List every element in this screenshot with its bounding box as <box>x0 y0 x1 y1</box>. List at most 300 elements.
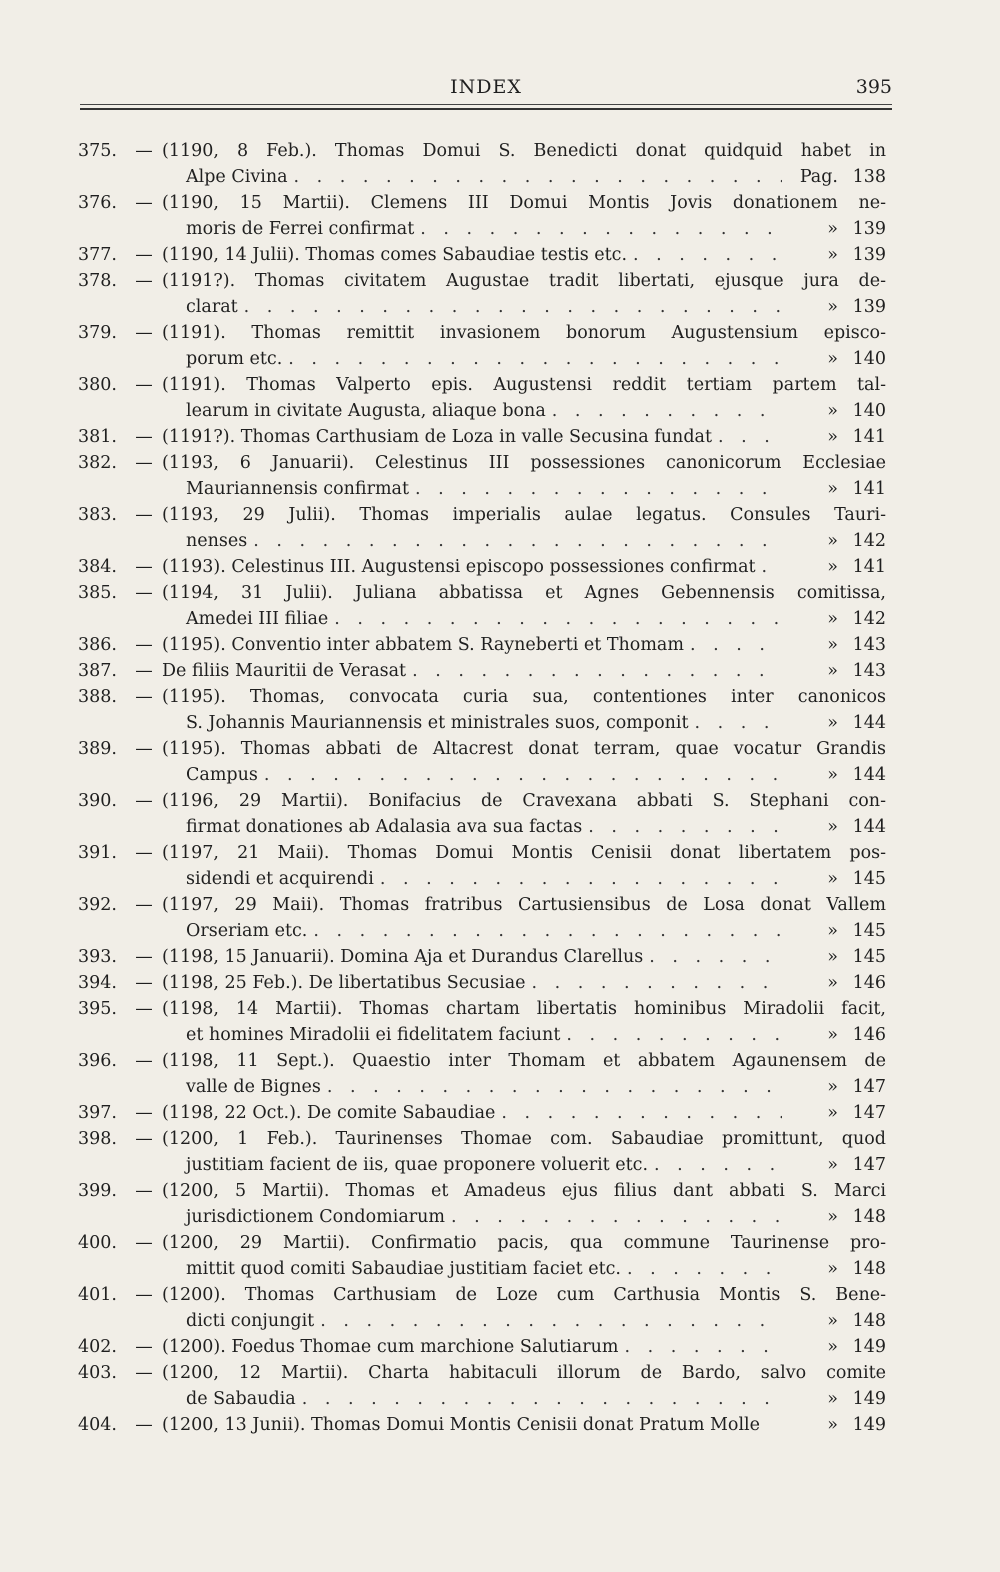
page-reference-mark: » <box>827 609 838 629</box>
page-reference-mark: » <box>827 765 838 785</box>
entry-number: 378. <box>78 271 117 291</box>
index-entry <box>78 372 886 424</box>
entry-dash: — <box>135 999 153 1019</box>
entry-line <box>78 840 886 866</box>
entry-line <box>78 1334 886 1360</box>
entry-indent <box>78 710 186 736</box>
page-reference-mark: » <box>827 1103 838 1123</box>
page-title: INDEX <box>450 76 522 98</box>
entry-text: learum in civitate Augusta, aliaque bona <box>186 401 546 421</box>
leader-dots <box>296 1386 782 1412</box>
leader-dots <box>627 242 782 268</box>
entry-dash: — <box>135 245 153 265</box>
entry-dash: — <box>135 1129 153 1149</box>
entry-text: (1200, 12 Martii). Charta habitaculi illorum de Bardo, salvo comite <box>162 1363 886 1383</box>
entry-page-number: 141 <box>852 557 886 577</box>
entry-text: (1193, 6 Januarii). Celestinus III possessiones canonicorum Ecclesiae <box>162 453 886 473</box>
entry-dash: — <box>135 1285 153 1305</box>
entry-indent <box>78 814 186 840</box>
leader-dots <box>618 1334 782 1360</box>
page-reference-mark: » <box>827 1077 838 1097</box>
page-reference-mark: » <box>827 869 838 889</box>
entry-dash: — <box>135 557 153 577</box>
entry-line <box>78 736 886 762</box>
leader-dots <box>445 1204 782 1230</box>
entry-text: Campus <box>186 765 258 785</box>
entry-text: (1200). Foedus Thomae cum marchione Salutiarum <box>162 1337 619 1357</box>
leader-dots <box>238 294 782 320</box>
entry-dash: — <box>135 791 153 811</box>
index-entry <box>78 684 886 736</box>
leader-dots <box>314 1308 782 1334</box>
entry-line <box>78 1256 886 1282</box>
entry-page-number: 147 <box>852 1077 886 1097</box>
entry-dash: — <box>135 583 153 603</box>
entry-line <box>78 554 886 580</box>
entry-line <box>78 892 886 918</box>
entry-number: 399. <box>78 1181 117 1201</box>
entry-page-number: 149 <box>852 1337 886 1357</box>
entry-page-number: 145 <box>852 921 886 941</box>
entry-line <box>78 684 886 710</box>
index-entry <box>78 1230 886 1282</box>
index-entry <box>78 970 886 996</box>
entry-number: 395. <box>78 999 117 1019</box>
leader-dots <box>526 970 782 996</box>
entry-indent <box>78 346 186 372</box>
entry-text: (1191). Thomas remittit invasionem bonorum Augustensium episco- <box>162 323 886 343</box>
entry-dash: — <box>135 271 153 291</box>
index-entry <box>78 632 886 658</box>
entry-indent <box>78 762 186 788</box>
entry-line <box>78 528 886 554</box>
page-header <box>80 72 892 104</box>
page-reference-mark: » <box>827 973 838 993</box>
entry-line <box>78 476 886 502</box>
leader-dots <box>712 424 782 450</box>
entry-text: De filiis Mauritii de Verasat <box>162 661 407 681</box>
entry-page-number: 146 <box>852 973 886 993</box>
leader-dots <box>621 1256 782 1282</box>
entry-dash: — <box>135 1415 153 1435</box>
entry-dash: — <box>135 661 153 681</box>
entry-dash: — <box>135 895 153 915</box>
index-entry <box>78 242 886 268</box>
leader-dots <box>414 216 782 242</box>
entry-number: 390. <box>78 791 117 811</box>
entry-number: 388. <box>78 687 117 707</box>
entry-number: 400. <box>78 1233 117 1253</box>
entry-page-number: 139 <box>852 219 886 239</box>
entry-line <box>78 372 886 398</box>
index-entry <box>78 502 886 554</box>
leader-dots <box>374 866 782 892</box>
index-entry <box>78 424 886 450</box>
entry-line <box>78 268 886 294</box>
entry-indent <box>78 1256 186 1282</box>
entry-text: (1200, 1 Feb.). Taurinenses Thomae com. Sabaudiae promittunt, quod <box>162 1129 886 1149</box>
entry-line <box>78 190 886 216</box>
entry-text: (1200, 29 Martii). Confirmatio pacis, qua commune Taurinense pro- <box>162 1233 886 1253</box>
entry-text: (1190, 14 Julii). Thomas comes Sabaudiae testis etc. <box>162 245 628 265</box>
leader-dots <box>643 944 782 970</box>
page-reference-mark: » <box>827 947 838 967</box>
index-entry <box>78 1334 886 1360</box>
entry-indent <box>78 866 186 892</box>
entry-text: mittit quod comiti Sabaudiae justitiam faciet etc. <box>186 1259 621 1279</box>
entry-text: Alpe Civina <box>186 167 288 187</box>
leader-dots <box>409 476 782 502</box>
index-entry <box>78 320 886 372</box>
entry-line <box>78 1178 886 1204</box>
entry-page-number: 148 <box>852 1259 886 1279</box>
entry-line <box>78 216 886 242</box>
leader-dots <box>689 710 782 736</box>
page-reference-mark: » <box>827 531 838 551</box>
page-reference-mark: » <box>827 713 838 733</box>
entry-page-number: 144 <box>852 713 886 733</box>
index-entry <box>78 840 886 892</box>
page-reference-mark: » <box>827 921 838 941</box>
entry-line <box>78 164 886 190</box>
entry-text: (1196, 29 Martii). Bonifacius de Cravexana abbati S. Stephani con- <box>162 791 886 811</box>
entry-page-number: 141 <box>852 479 886 499</box>
entry-line <box>78 1412 886 1438</box>
entry-line <box>78 1152 886 1178</box>
entry-line <box>78 632 886 658</box>
entry-line <box>78 398 886 424</box>
entry-number: 404. <box>78 1415 117 1435</box>
entry-line <box>78 1386 886 1412</box>
entry-text: justitiam facient de iis, quae proponere voluerit etc. <box>186 1155 649 1175</box>
page-reference-mark: » <box>827 817 838 837</box>
leader-dots <box>546 398 782 424</box>
entry-dash: — <box>135 1363 153 1383</box>
entry-page-number: 146 <box>852 1025 886 1045</box>
entry-text: porum etc. <box>186 349 283 369</box>
entry-indent <box>78 606 186 632</box>
entry-indent <box>78 216 186 242</box>
entry-dash: — <box>135 1051 153 1071</box>
entry-indent <box>78 1022 186 1048</box>
entry-line <box>78 1230 886 1256</box>
index-entry <box>78 1048 886 1100</box>
entry-line <box>78 1100 886 1126</box>
entry-page-number: 140 <box>852 349 886 369</box>
entry-text: et homines Miradolii ei fidelitatem faciunt <box>186 1025 561 1045</box>
entry-dash: — <box>135 427 153 447</box>
page-reference-mark: » <box>827 401 838 421</box>
entry-number: 402. <box>78 1337 117 1357</box>
index-entry <box>78 1282 886 1334</box>
entry-number: 401. <box>78 1285 117 1305</box>
entry-line <box>78 814 886 840</box>
leader-dots <box>495 1100 782 1126</box>
entry-dash: — <box>135 973 153 993</box>
entry-line <box>78 658 886 684</box>
index-entry <box>78 580 886 632</box>
entry-page-number: 138 <box>852 167 886 187</box>
entry-text: (1191?). Thomas civitatem Augustae tradit libertati, ejusque jura de- <box>162 271 886 291</box>
entry-line <box>78 944 886 970</box>
entry-line <box>78 1360 886 1386</box>
entry-line <box>78 1022 886 1048</box>
entry-line <box>78 762 886 788</box>
index-entry <box>78 450 886 502</box>
page-reference-mark: » <box>827 557 838 577</box>
index-entry <box>78 1412 886 1438</box>
entry-indent <box>78 1204 186 1230</box>
page-reference-mark: » <box>827 635 838 655</box>
entry-dash: — <box>135 843 153 863</box>
leader-dots <box>560 1022 782 1048</box>
index-entry <box>78 268 886 320</box>
entry-indent <box>78 294 186 320</box>
index-entry <box>78 996 886 1048</box>
page-reference-mark: » <box>827 661 838 681</box>
entry-text: sidendi et acquirendi <box>186 869 374 889</box>
entry-line <box>78 710 886 736</box>
leader-dots <box>288 164 782 190</box>
leader-dots <box>406 658 782 684</box>
entry-page-number: 149 <box>852 1415 886 1435</box>
entry-dash: — <box>135 1181 153 1201</box>
entry-dash: — <box>135 1233 153 1253</box>
entry-line <box>78 788 886 814</box>
entry-text: (1191?). Thomas Carthusiam de Loza in valle Secusina fundat <box>162 427 712 447</box>
index-entry <box>78 1126 886 1178</box>
entry-indent <box>78 398 186 424</box>
entry-number: 377. <box>78 245 117 265</box>
entry-text: (1200, 13 Junii). Thomas Domui Montis Cenisii donat Pratum Molle <box>162 1415 760 1435</box>
entry-page-number: 143 <box>852 661 886 681</box>
entry-number: 384. <box>78 557 117 577</box>
page-reference-mark: » <box>827 1389 838 1409</box>
entry-number: 391. <box>78 843 117 863</box>
entry-text: de Sabaudia <box>186 1389 296 1409</box>
entry-page-number: 147 <box>852 1155 886 1175</box>
header-rule-thin <box>80 104 892 105</box>
entry-line <box>78 970 886 996</box>
entry-text: (1195). Thomas abbati de Altacrest donat terram, quae vocatur Grandis <box>162 739 886 759</box>
entry-dash: — <box>135 323 153 343</box>
entry-line <box>78 918 886 944</box>
entry-line <box>78 1204 886 1230</box>
entry-dash: — <box>135 193 153 213</box>
entry-number: 376. <box>78 193 117 213</box>
entry-page-number: 144 <box>852 817 886 837</box>
entry-page-number: 144 <box>852 765 886 785</box>
entry-number: 379. <box>78 323 117 343</box>
entry-text: clarat <box>186 297 238 317</box>
entry-text: (1195). Thomas, convocata curia sua, contentiones inter canonicos <box>162 687 886 707</box>
entry-line <box>78 502 886 528</box>
entry-text: Orseriam etc. <box>186 921 308 941</box>
entry-text: (1198, 11 Sept.). Quaestio inter Thomam et abbatem Agaunensem de <box>162 1051 886 1071</box>
page-reference-mark: » <box>827 1415 838 1435</box>
leader-dots <box>282 346 782 372</box>
entry-number: 380. <box>78 375 117 395</box>
page-reference-mark: » <box>827 427 838 447</box>
index-list <box>78 138 886 1438</box>
entry-indent <box>78 1074 186 1100</box>
entry-page-number: 149 <box>852 1389 886 1409</box>
entry-indent <box>78 476 186 502</box>
entry-line <box>78 1126 886 1152</box>
entry-indent <box>78 918 186 944</box>
entry-page-number: 145 <box>852 947 886 967</box>
entry-number: 389. <box>78 739 117 759</box>
entry-line <box>78 1308 886 1334</box>
entry-text: firmat donationes ab Adalasia ava sua factas <box>186 817 583 837</box>
page-number: 395 <box>855 76 892 98</box>
entry-text: moris de Ferrei confirmat <box>186 219 415 239</box>
index-entry <box>78 892 886 944</box>
entry-line <box>78 138 886 164</box>
entry-text: (1197, 29 Maii). Thomas fratribus Cartusiensibus de Losa donat Vallem <box>162 895 886 915</box>
index-entry <box>78 138 886 190</box>
leader-dots <box>684 632 782 658</box>
leader-dots <box>582 814 782 840</box>
entry-text: (1200). Thomas Carthusiam de Loze cum Carthusia Montis S. Bene- <box>162 1285 886 1305</box>
entry-number: 397. <box>78 1103 117 1123</box>
entry-dash: — <box>135 687 153 707</box>
entry-text: (1200, 5 Martii). Thomas et Amadeus ejus filius dant abbati S. Marci <box>162 1181 886 1201</box>
entry-text: (1198, 14 Martii). Thomas chartam libertatis hominibus Miradolii facit, <box>162 999 886 1019</box>
entry-text: (1198, 22 Oct.). De comite Sabaudiae <box>162 1103 496 1123</box>
entry-text: (1197, 21 Maii). Thomas Domui Montis Cenisii donat libertatem pos- <box>162 843 886 863</box>
leader-dots <box>307 918 782 944</box>
entry-number: 386. <box>78 635 117 655</box>
entry-line <box>78 1282 886 1308</box>
entry-line <box>78 606 886 632</box>
index-entry <box>78 1360 886 1412</box>
entry-page-number: 147 <box>852 1103 886 1123</box>
leader-dots <box>247 528 782 554</box>
entry-number: 375. <box>78 141 117 161</box>
page-reference-mark: » <box>827 1259 838 1279</box>
entry-text: nenses <box>186 531 248 551</box>
page-reference-mark: » <box>827 297 838 317</box>
entry-text: (1195). Conventio inter abbatem S. Rayneberti et Thomam <box>162 635 684 655</box>
entry-indent <box>78 1308 186 1334</box>
entry-page-number: 139 <box>852 245 886 265</box>
entry-line <box>78 242 886 268</box>
entry-page-number: 139 <box>852 297 886 317</box>
entry-line <box>78 346 886 372</box>
index-entry <box>78 1100 886 1126</box>
entry-text: (1198, 15 Januarii). Domina Aja et Durandus Clarellus <box>162 947 644 967</box>
entry-text: (1190, 15 Martii). Clemens III Domui Montis Jovis donationem ne- <box>162 193 886 213</box>
entry-dash: — <box>135 739 153 759</box>
entry-indent <box>78 528 186 554</box>
entry-text: Amedei III filiae <box>186 609 329 629</box>
entry-line <box>78 294 886 320</box>
entry-number: 398. <box>78 1129 117 1149</box>
index-entry <box>78 1178 886 1230</box>
entry-text: (1193, 29 Julii). Thomas imperialis aulae legatus. Consules Tauri- <box>162 505 886 525</box>
entry-text: (1190, 8 Feb.). Thomas Domui S. Benedicti donat quidquid habet in <box>162 141 886 161</box>
entry-number: 394. <box>78 973 117 993</box>
entry-number: 382. <box>78 453 117 473</box>
leader-dots <box>321 1074 782 1100</box>
entry-dash: — <box>135 635 153 655</box>
page-reference-mark: » <box>827 1155 838 1175</box>
entry-text: jurisdictionem Condomiarum <box>186 1207 445 1227</box>
page-reference-mark: » <box>827 1337 838 1357</box>
index-entry <box>78 658 886 684</box>
entry-number: 403. <box>78 1363 117 1383</box>
entry-text: Mauriannensis confirmat <box>186 479 410 499</box>
entry-indent <box>78 164 186 190</box>
page-reference-mark: Pag. <box>799 167 838 187</box>
entry-indent <box>78 1386 186 1412</box>
leader-dots <box>328 606 782 632</box>
entry-text: (1193). Celestinus III. Augustensi episcopo possessiones confirmat <box>162 557 756 577</box>
header-rule-thick <box>80 108 892 110</box>
entry-number: 385. <box>78 583 117 603</box>
entry-dash: — <box>135 1337 153 1357</box>
leader-dots <box>756 554 782 580</box>
entry-number: 381. <box>78 427 117 447</box>
entry-dash: — <box>135 947 153 967</box>
entry-page-number: 145 <box>852 869 886 889</box>
entry-text: (1194, 31 Julii). Juliana abbatissa et Agnes Gebennensis comitissa, <box>162 583 886 603</box>
entry-line <box>78 320 886 346</box>
entry-number: 393. <box>78 947 117 967</box>
entry-page-number: 140 <box>852 401 886 421</box>
leader-dots <box>648 1152 782 1178</box>
entry-dash: — <box>135 505 153 525</box>
page-reference-mark: » <box>827 1025 838 1045</box>
entry-text: S. Johannis Mauriannensis et ministrales suos, componit <box>186 713 689 733</box>
entry-line <box>78 580 886 606</box>
entry-line <box>78 1048 886 1074</box>
entry-text: (1191). Thomas Valperto epis. Augustensi reddit tertiam partem tal- <box>162 375 886 395</box>
entry-text: valle de Bignes <box>186 1077 321 1097</box>
entry-page-number: 142 <box>852 609 886 629</box>
entry-page-number: 148 <box>852 1207 886 1227</box>
entry-page-number: 148 <box>852 1311 886 1331</box>
entry-dash: — <box>135 141 153 161</box>
index-entry <box>78 190 886 242</box>
entry-number: 383. <box>78 505 117 525</box>
entry-page-number: 141 <box>852 427 886 447</box>
entry-number: 392. <box>78 895 117 915</box>
page-reference-mark: » <box>827 1311 838 1331</box>
entry-page-number: 142 <box>852 531 886 551</box>
page-reference-mark: » <box>827 245 838 265</box>
entry-line <box>78 424 886 450</box>
entry-line <box>78 450 886 476</box>
page-reference-mark: » <box>827 349 838 369</box>
entry-dash: — <box>135 453 153 473</box>
entry-number: 396. <box>78 1051 117 1071</box>
entry-dash: — <box>135 1103 153 1123</box>
index-entry <box>78 788 886 840</box>
entry-dash: — <box>135 375 153 395</box>
entry-indent <box>78 1152 186 1178</box>
entry-line <box>78 1074 886 1100</box>
leader-dots <box>258 762 782 788</box>
page-reference-mark: » <box>827 1207 838 1227</box>
entry-page-number: 143 <box>852 635 886 655</box>
entry-number: 387. <box>78 661 117 681</box>
entry-text: dicti conjungit <box>186 1311 315 1331</box>
index-entry <box>78 554 886 580</box>
index-entry <box>78 944 886 970</box>
page-reference-mark: » <box>827 219 838 239</box>
